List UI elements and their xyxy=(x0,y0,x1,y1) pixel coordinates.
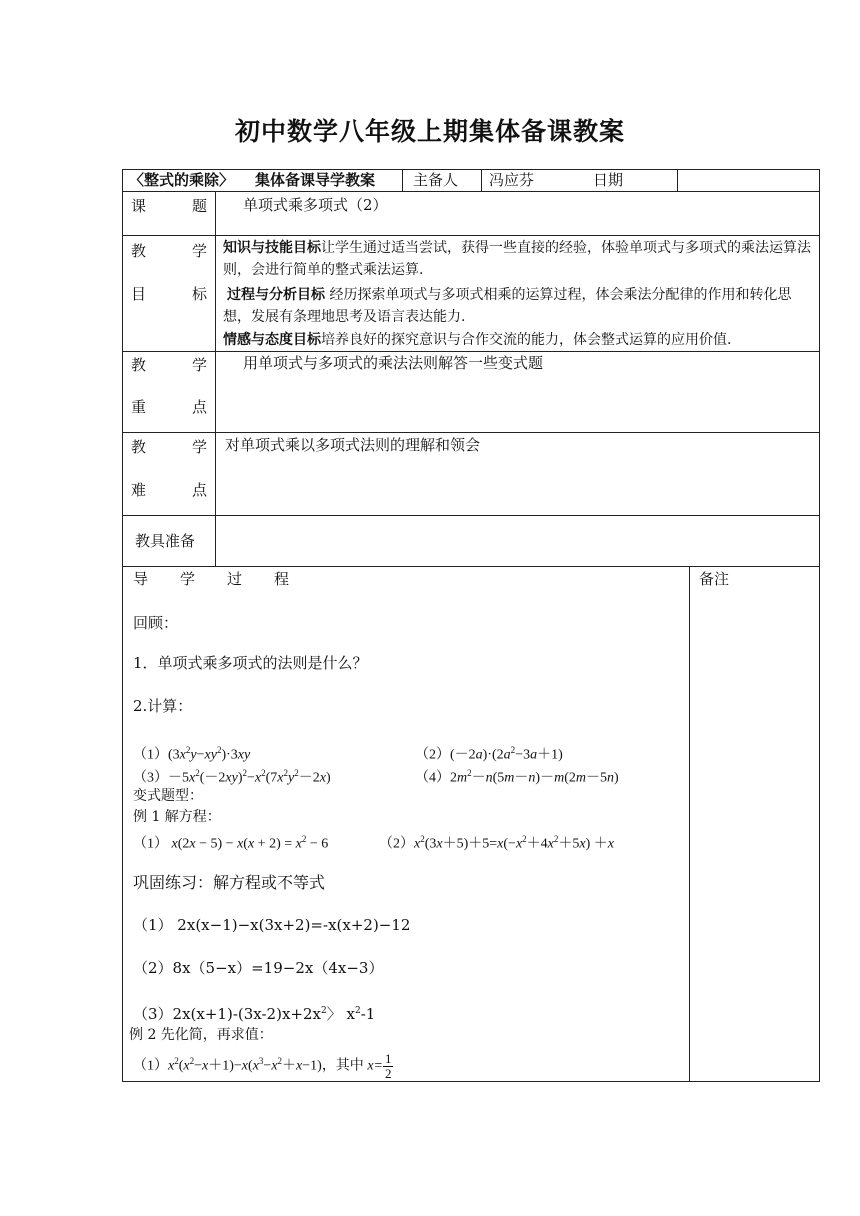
review-label: 回顾： xyxy=(133,614,179,632)
example2-problem: $(1)x^2(x^2-x+1)-x(x^3-x^2+x-1)$，其中 x= $\frac{1}{2}$ xyxy=(133,1050,392,1081)
preparer-name: 冯应芬 xyxy=(489,171,535,189)
practice-2: （2）8x（5−x）=19−2x（4x−3） xyxy=(133,959,384,977)
key-points-label-bottom: 重 点 xyxy=(131,398,207,416)
key-points-value: 用单项式与多项式的乘法法则解答一些变式题 xyxy=(243,354,544,372)
lesson-label: 课 题 xyxy=(131,197,207,215)
materials-label: 教具准备 xyxy=(135,532,196,550)
difficulties-label-bottom: 难 点 xyxy=(131,481,207,499)
date-label: 日期 xyxy=(593,171,624,189)
preparer-label: 主备人 xyxy=(413,171,459,189)
review-question-1: 1．单项式乘多项式的法则是什么？ xyxy=(133,654,368,672)
objective-attitude: 情感与态度目标培养良好的探究意识与合作交流的能力，体会整式运算的应用价值. xyxy=(223,332,732,348)
process-heading: 导 学 过 程 xyxy=(133,570,290,588)
practice-3: $(3)2x(x+1)-(3x-2)x+2x^2$〉 $x^2-1$ xyxy=(133,1005,376,1023)
variant-label: 变式题型： xyxy=(133,788,203,804)
equation-1: （1） $x(2x - 5) - x(x + 2) = x^2 - 6$ xyxy=(133,834,329,852)
calc-item-2: $(2)(-2a)\cdot(2a^2-3a+1)$ xyxy=(415,745,563,763)
example1-label: 例 1 解方程： xyxy=(133,809,221,825)
calc-item-4: $(4)2m^2-n(5m-n)-m(2m-5n)$ xyxy=(415,768,619,786)
equation-2: $(2)x^2(3x+5)+5=x(-x^2+4x^2+5x) +x$ xyxy=(379,834,614,852)
difficulties-value: 对单项式乘以多项式法则的理解和领会 xyxy=(225,436,481,454)
practice-label: 巩固练习：解方程或不等式 xyxy=(133,873,326,892)
example2-label: 例 2 先化简，再求值： xyxy=(129,1027,273,1043)
calc-item-3: $(3)-5x^2(-2xy)^2-x^2(7x^2y^2-2x)$ xyxy=(133,768,331,786)
objective-process: 过程与分析目标 经历探索单项式与多项式相乘的运算过程，体会乘法分配律的作用和转化思想，发展有条理地思考及语言表达能力. xyxy=(223,287,792,325)
notes-label: 备注 xyxy=(699,570,730,588)
fraction-one-half: $\frac{1}{2}$ xyxy=(384,1050,392,1081)
objectives-label-top: 教 学 xyxy=(131,242,207,260)
topic-label: 〈整式的乘除〉 xyxy=(129,171,235,189)
key-points-label-top: 教 学 xyxy=(131,356,207,374)
practice-1: （1） 2x(x−1)−x(3x+2)=-x(x+2)−12 xyxy=(133,916,411,934)
calc-item-1: $(1)(3x^2y-xy^2)\cdot 3xy$ xyxy=(133,745,251,763)
review-question-2: 2.计算： xyxy=(133,697,193,715)
lesson-plan-table xyxy=(122,169,820,1082)
objectives-label-bottom: 目 标 xyxy=(131,285,207,303)
plan-type-label: 集体备课导学教案 xyxy=(255,171,376,189)
page-title: 初中数学八年级上期集体备课教案 xyxy=(234,117,625,146)
lesson-title: 单项式乘多项式（2） xyxy=(243,196,388,214)
difficulties-label-top: 教 学 xyxy=(131,438,207,456)
objective-knowledge: 知识与技能目标让学生通过适当尝试，获得一些直接的经验，体验单项式与多项式的乘法运算法则，会进行简单的整式乘法运算. xyxy=(223,240,811,278)
